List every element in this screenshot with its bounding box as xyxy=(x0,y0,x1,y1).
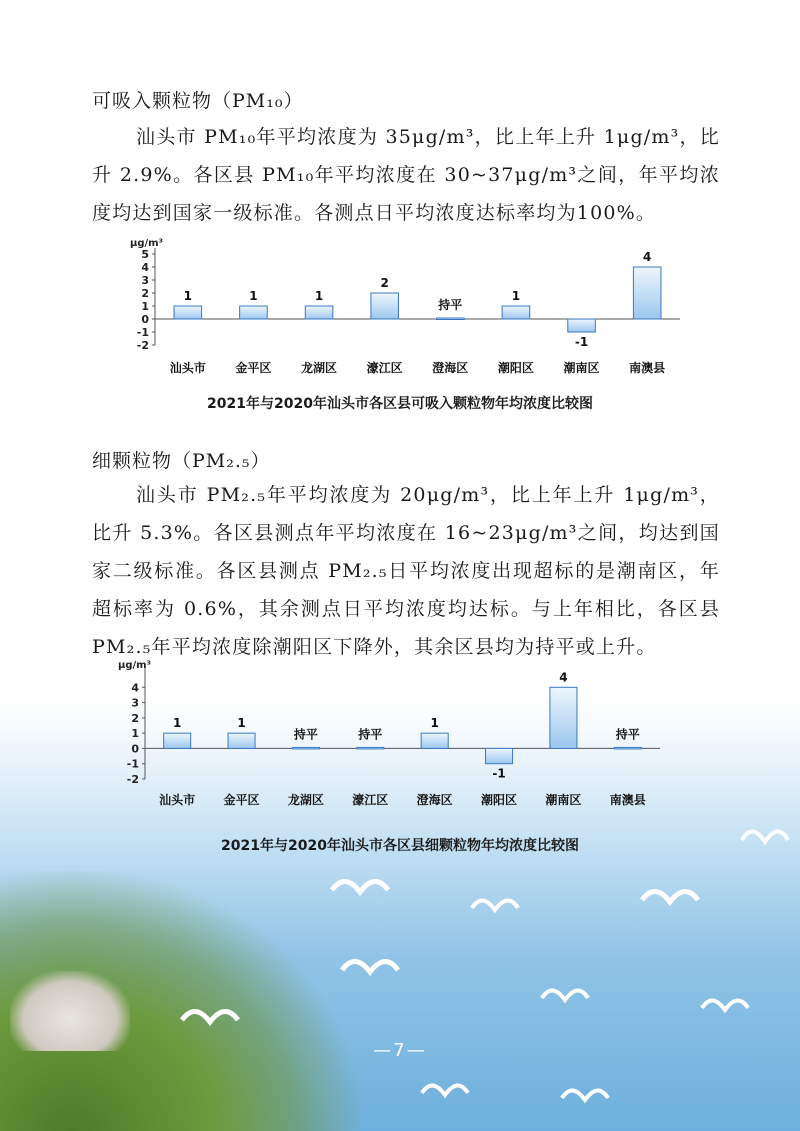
bar-value-label: -1 xyxy=(574,335,589,349)
bar-value-label: 1 xyxy=(237,716,246,731)
bird-icon xyxy=(420,1075,470,1109)
bar-value-label: 1 xyxy=(183,289,192,303)
bird-icon xyxy=(700,990,750,1024)
category-label: 金平区 xyxy=(223,793,260,807)
pm25-heading: 细颗粒物（PM₂.₅） xyxy=(92,450,271,472)
bar-value-label: 4 xyxy=(559,670,568,685)
bird-icon xyxy=(180,1000,240,1040)
bird-icon xyxy=(560,1080,610,1114)
bar-value-label: -1 xyxy=(492,766,506,781)
y-tick-label: 2 xyxy=(131,711,139,725)
category-label: 濠江区 xyxy=(352,793,389,807)
bar-value-label: 1 xyxy=(249,289,258,303)
bird-icon xyxy=(540,980,590,1014)
category-label: 龙湖区 xyxy=(301,361,338,375)
category-label: 濠江区 xyxy=(366,361,403,375)
bird-icon xyxy=(470,890,520,924)
bar-value-label: 1 xyxy=(430,716,439,731)
bar-value-label: 持平 xyxy=(615,727,640,742)
category-label: 龙湖区 xyxy=(287,793,324,807)
y-tick-label: -2 xyxy=(126,773,139,786)
y-tick-label: 5 xyxy=(141,248,149,261)
pm10-chart-caption: 2021年与2020年汕头市各区县可吸入颗粒物年均浓度比较图 xyxy=(207,396,593,412)
y-axis-unit-label: μg/m³ xyxy=(118,660,151,671)
bar-value-label: 1 xyxy=(314,289,324,303)
page-number: —7— xyxy=(373,1040,427,1061)
bar-value-label: 1 xyxy=(511,289,521,303)
bar-value-label: 持平 xyxy=(358,727,383,742)
pm25-paragraph: 汕头市 PM₂.₅年平均浓度为 20μg/m³，比上年上升 1μg/m³，比升 5.3%。各区县测点年平均浓度在 16~23μg/m³之间，均达到国家二级标准。各区县测点 PM₂.₅日平均浓度出现超标的是潮南区，年超标率为 0.6%，其余测点日平均浓度均达标。与上年相比，各区县 PM₂.₅年平均浓度除潮阳区下降外，其余区县均为持平或上升。 xyxy=(92,484,720,658)
pm10-paragraph: 汕头市 PM₁₀年平均浓度为 35μg/m³，比上年上升 1μg/m³，比升 2.9%。各区县 PM₁₀年平均浓度在 30~37μg/m³之间，年平均浓度均达到国家一级标准。各测点日平均浓度达标率均为100%。 xyxy=(92,126,720,224)
y-tick-label: 1 xyxy=(141,300,149,313)
y-tick-label: 0 xyxy=(141,313,149,326)
category-label: 南澳县 xyxy=(629,361,666,375)
bird-icon xyxy=(340,950,400,990)
category-label: 金平区 xyxy=(235,361,272,375)
y-tick-label: 0 xyxy=(131,742,139,756)
category-label: 潮南区 xyxy=(545,793,582,807)
y-tick-label: 3 xyxy=(141,274,149,287)
y-tick-label: -2 xyxy=(136,339,149,352)
category-label: 澄海区 xyxy=(416,793,453,807)
rock-decoration xyxy=(10,971,130,1051)
bar-value-label: 持平 xyxy=(293,727,318,742)
y-tick-label: 2 xyxy=(141,287,149,300)
category-label: 南澳县 xyxy=(609,793,646,807)
pm10-heading: 可吸入颗粒物（PM₁₀） xyxy=(92,90,304,112)
bar-value-label: 1 xyxy=(173,716,182,731)
bar-value-label: 2 xyxy=(380,276,389,290)
category-label: 潮阳区 xyxy=(481,793,518,807)
category-label: 澄海区 xyxy=(432,361,469,375)
category-label: 潮南区 xyxy=(563,361,600,375)
y-tick-label: -1 xyxy=(126,757,139,771)
category-label: 汕头市 xyxy=(159,793,196,807)
bar-value-label: 4 xyxy=(643,250,652,264)
category-label: 汕头市 xyxy=(169,361,206,375)
y-tick-label: 1 xyxy=(131,727,139,741)
bird-icon xyxy=(640,880,700,920)
y-tick-label: -1 xyxy=(136,326,149,339)
y-tick-label: 4 xyxy=(131,681,139,695)
category-label: 潮阳区 xyxy=(497,361,534,375)
bird-icon xyxy=(330,870,390,910)
y-tick-label: 3 xyxy=(131,696,139,710)
pm25-chart-caption: 2021年与2020年汕头市各区县细颗粒物年均浓度比较图 xyxy=(221,838,579,854)
y-axis-unit-label: μg/m³ xyxy=(130,238,163,249)
bar-value-label: 持平 xyxy=(438,298,463,312)
y-tick-label: 4 xyxy=(141,261,149,274)
